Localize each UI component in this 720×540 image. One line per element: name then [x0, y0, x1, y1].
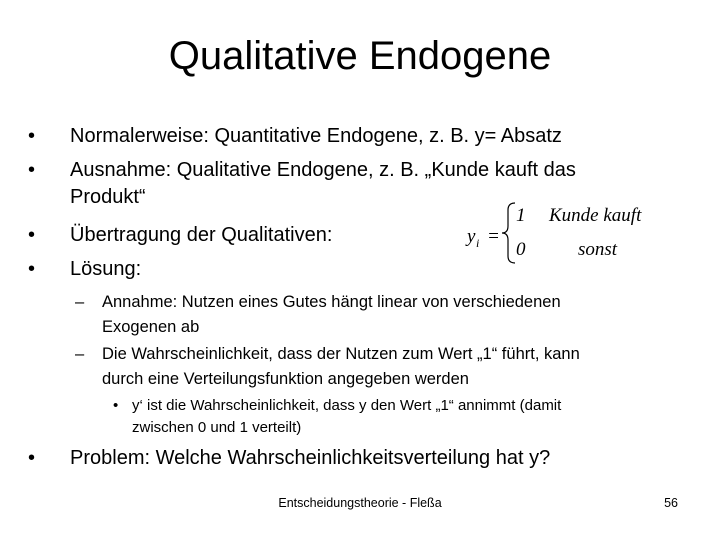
sub-bullet-text: Die Wahrscheinlichkeit, dass der Nutzen zum Wert „1“ führt, kann: [102, 345, 580, 363]
formula-brace: [502, 203, 515, 263]
bullet-text: Problem: Welche Wahrscheinlichkeitsverteilung hat y?: [70, 447, 551, 469]
formula-equals: =: [487, 226, 500, 247]
sub-sub-bullet-text: y‘ ist die Wahrscheinlichkeit, dass y den Wert „1“ annimmt (damit: [132, 397, 562, 414]
bullet-text-continuation: Produkt“: [70, 186, 146, 208]
bullet-text: Normalerweise: Quantitative Endogene, z. B. y= Absatz: [70, 125, 562, 147]
formula-lhs-variable: y: [467, 226, 476, 247]
bullet-marker: •: [28, 447, 36, 469]
bullet-marker: •: [28, 224, 36, 246]
piecewise-formula: [463, 200, 663, 266]
bullet-text: Ausnahme: Qualitative Endogene, z. B. „Kunde kauft das: [70, 159, 576, 181]
formula-case2-label: sonst: [578, 239, 618, 260]
slide-title: Qualitative Endogene: [168, 34, 552, 78]
bullet-marker: •: [28, 159, 36, 181]
bullet-text: Übertragung der Qualitativen:: [70, 224, 333, 246]
page-number: 56: [664, 496, 678, 510]
formula-graphic: [463, 200, 663, 266]
sub-sub-bullet-text-continuation: zwischen 0 und 1 verteilt): [132, 419, 302, 436]
bullet-marker: •: [28, 258, 36, 280]
sub-bullet-text-continuation: durch eine Verteilungsfunktion angegeben werden: [102, 370, 469, 388]
bullet-text: Lösung:: [70, 258, 142, 280]
formula-lhs-subscript: i: [476, 236, 480, 250]
sub-sub-bullet-marker: •: [113, 397, 119, 414]
sub-bullet-marker: –: [75, 345, 85, 363]
sub-bullet-text: Annahme: Nutzen eines Gutes hängt linear von verschiedenen: [102, 293, 561, 311]
sub-bullet-text-continuation: Exogenen ab: [102, 318, 200, 336]
formula-case2-value: 0: [516, 239, 526, 260]
sub-bullet-marker: –: [75, 293, 85, 311]
bullet-marker: •: [28, 125, 36, 147]
formula-case1-value: 1: [516, 205, 526, 226]
footer-text: Entscheidungstheorie - Fleßa: [278, 496, 442, 510]
formula-case1-label: Kunde kauft: [549, 205, 642, 226]
